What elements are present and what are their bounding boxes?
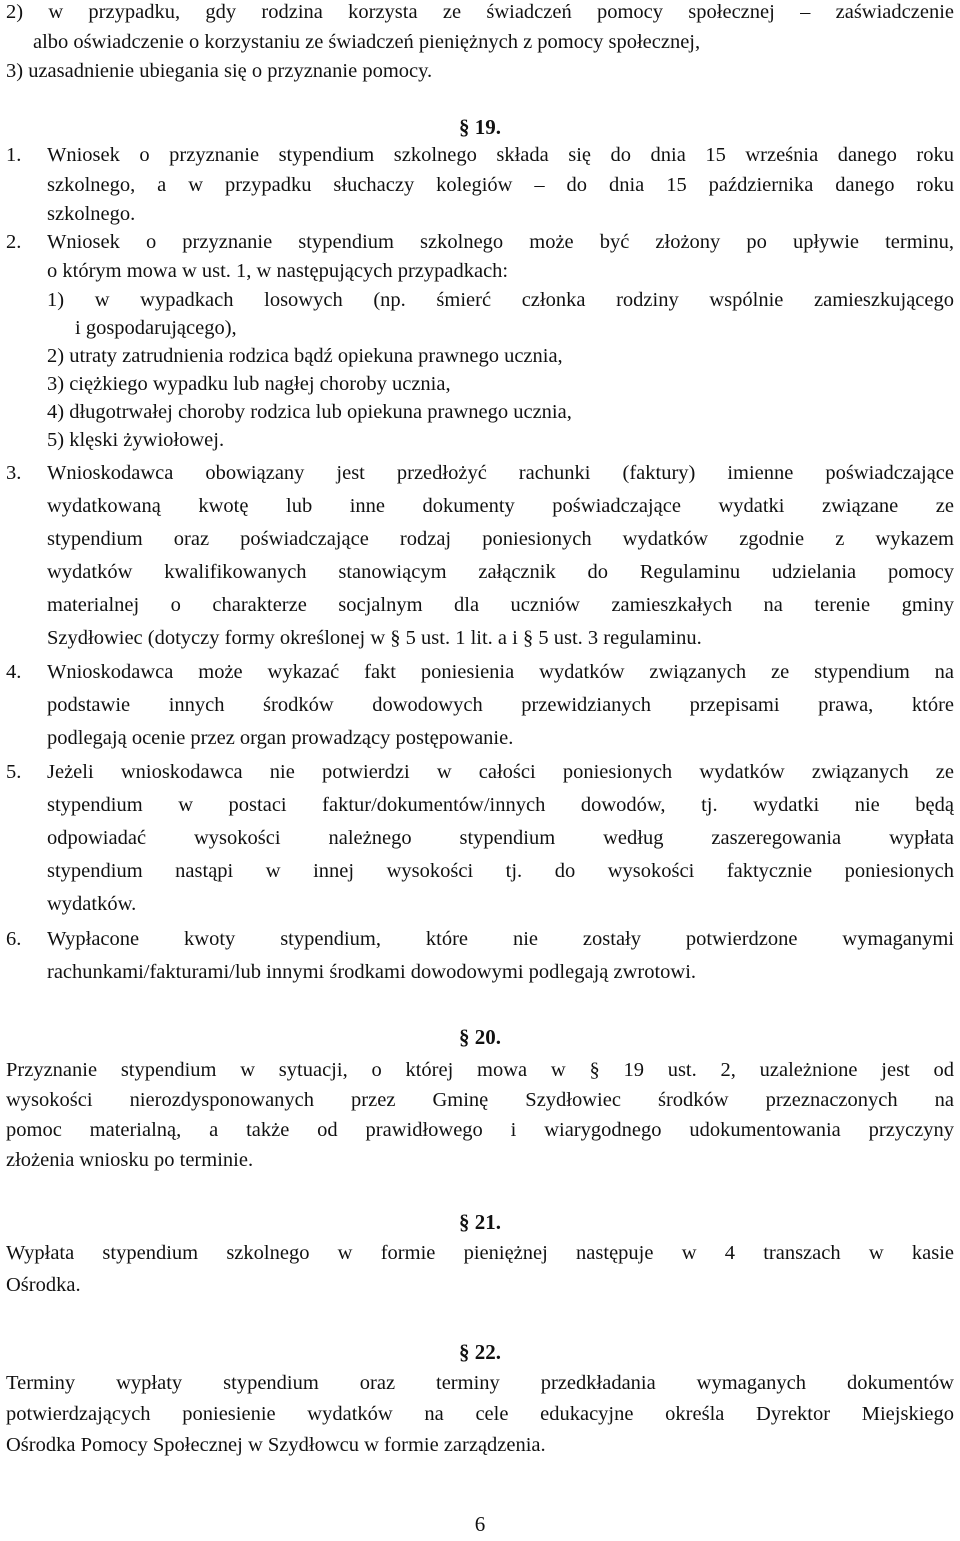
section-heading-22: § 22. — [459, 1340, 501, 1364]
paragraph-number: 5. — [6, 761, 22, 783]
text-line: Terminy wypłaty stypendium oraz terminy przedkładania wymaganych dokumentów — [6, 1372, 954, 1394]
paragraph-number: 2. — [6, 231, 22, 253]
list-item: 3) ciężkiego wypadku lub nagłej choroby ucznia, — [47, 373, 451, 395]
text-line: albo oświadczenie o korzystaniu ze świadczeń pieniężnych z pomocy społecznej, — [33, 31, 701, 53]
text-line: wysokości nierozdysponowanych przez Gminę Szydłowiec środków przeznaczonych na — [6, 1089, 954, 1111]
text-line: stypendium oraz poświadczające rodzaj poniesionych wydatków zgodnie z wykazem — [47, 528, 954, 550]
text-line: Wypłata stypendium szkolnego w formie pieniężnej następuje w 4 transzach w kasie — [6, 1242, 954, 1264]
text-line: szkolnego, a w przypadku słuchaczy kolegiów – do dnia 15 października danego roku — [47, 174, 954, 196]
text-line: 2) w przypadku, gdy rodzina korzysta ze świadczeń pomocy społecznej – zaświadczenie — [6, 1, 954, 23]
paragraph-number: 3. — [6, 462, 22, 484]
text-line: Ośrodka Pomocy Społecznej w Szydłowcu w formie zarządzenia. — [6, 1434, 546, 1456]
text-line: stypendium nastąpi w innej wysokości tj. do wysokości faktycznie poniesionych — [47, 860, 954, 882]
text-line: o którym mowa w ust. 1, w następujących przypadkach: — [47, 260, 509, 282]
paragraph-number: 1. — [6, 144, 22, 166]
text-line: 3) uzasadnienie ubiegania się o przyznanie pomocy. — [6, 60, 433, 82]
text-line: potwierdzających poniesienie wydatków na cele edukacyjne określa Dyrektor Miejskiego — [6, 1403, 954, 1425]
text-line: Szydłowiec (dotyczy formy określonej w § 5 ust. 1 lit. a i § 5 ust. 3 regulaminu. — [47, 627, 702, 649]
text-line: Wnioskodawca może wykazać fakt poniesienia wydatków związanych ze stypendium na — [47, 661, 954, 683]
list-item: i gospodarującego), — [75, 317, 237, 339]
list-item: 5) klęski żywiołowej. — [47, 429, 225, 451]
text-line: Przyznanie stypendium w sytuacji, o której mowa w § 19 ust. 2, uzależnione jest od — [6, 1059, 954, 1081]
text-line: odpowiadać wysokości należnego stypendium według zaszeregowania wypłata — [47, 827, 954, 849]
text-line: podlegają ocenie przez organ prowadzący postępowanie. — [47, 727, 514, 749]
text-line: materialnej o charakterze socjalnym dla uczniów zamieszkałych na terenie gminy — [47, 594, 954, 616]
text-line: wydatkowaną kwotę lub inne dokumenty poświadczające wydatki związane ze — [47, 495, 954, 517]
section-heading-20: § 20. — [459, 1025, 501, 1049]
section-heading-21: § 21. — [459, 1210, 501, 1234]
paragraph-number: 4. — [6, 661, 22, 683]
paragraph-number: 6. — [6, 928, 22, 950]
page-number: 6 — [474, 1512, 486, 1536]
text-line: Wypłacone kwoty stypendium, które nie zostały potwierdzone wymaganymi — [47, 928, 954, 950]
text-line: Wniosek o przyznanie stypendium szkolnego może być złożony po upływie terminu, — [47, 231, 954, 253]
text-line: Jeżeli wnioskodawca nie potwierdzi w całości poniesionych wydatków związanych ze — [47, 761, 954, 783]
text-line: Wniosek o przyznanie stypendium szkolnego składa się do dnia 15 września danego roku — [47, 144, 954, 166]
list-item: 4) długotrwałej choroby rodzica lub opiekuna prawnego ucznia, — [47, 401, 572, 423]
text-line: wydatków kwalifikowanych stanowiącym załącznik do Regulaminu udzielania pomocy — [47, 561, 954, 583]
text-line: złożenia wniosku po terminie. — [6, 1149, 254, 1171]
text-line: podstawie innych środków dowodowych przewidzianych przepisami prawa, które — [47, 694, 954, 716]
list-item: 2) utraty zatrudnienia rodzica bądź opiekuna prawnego ucznia, — [47, 345, 563, 367]
text-line: Wnioskodawca obowiązany jest przedłożyć rachunki (faktury) imienne poświadczające — [47, 462, 954, 484]
text-line: stypendium w postaci faktur/dokumentów/innych dowodów, tj. wydatki nie będą — [47, 794, 954, 816]
section-heading-19: § 19. — [459, 115, 501, 139]
list-item: 1) w wypadkach losowych (np. śmierć członka rodziny wspólnie zamieszkującego — [47, 289, 954, 311]
text-line: szkolnego. — [47, 203, 136, 225]
text-line: wydatków. — [47, 893, 137, 915]
text-line: pomoc materialną, a także od prawidłowego i wiarygodnego udokumentowania przyczyny — [6, 1119, 954, 1141]
text-line: Ośrodka. — [6, 1274, 81, 1296]
text-line: rachunkami/fakturami/lub innymi środkami dowodowymi podlegają zwrotowi. — [47, 961, 697, 983]
